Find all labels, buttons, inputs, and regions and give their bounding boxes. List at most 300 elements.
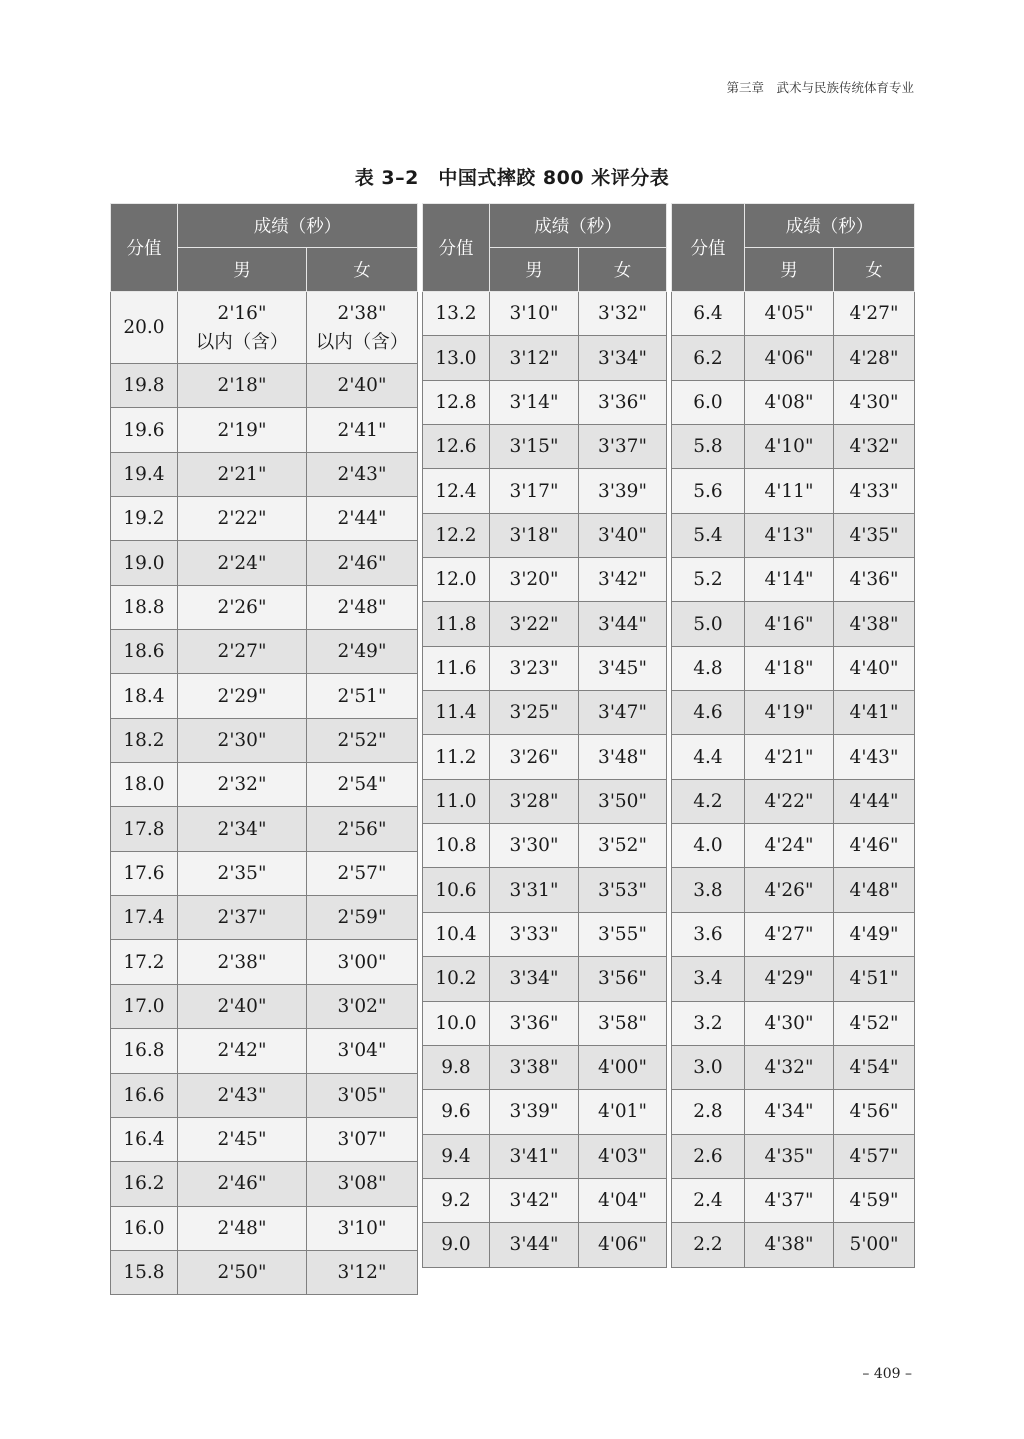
female-result-cell: [834, 469, 915, 513]
score-cell: 5.2: [672, 558, 745, 602]
male-result-text: 3'10": [509, 303, 559, 325]
female-result-text: 4'06": [598, 1234, 647, 1256]
female-result-cell: [834, 1178, 915, 1222]
female-result-cell: [579, 824, 667, 868]
female-result-cell: [579, 1223, 667, 1267]
male-result-text: 2'45": [217, 1129, 267, 1151]
male-result-text: 4'06": [764, 347, 814, 369]
male-result-cell: [178, 1162, 307, 1206]
female-result-text: 3'04": [337, 1040, 387, 1062]
score-cell: 3.6: [672, 912, 745, 956]
table-row: [423, 469, 667, 513]
female-result-text: 2'56": [337, 818, 387, 840]
male-result-text: 3'33": [509, 923, 559, 945]
female-result-cell: [579, 336, 667, 380]
male-result-cell: [745, 602, 834, 646]
table-body: [423, 292, 667, 1268]
male-result-cell: [178, 763, 307, 807]
male-result-text: 4'14": [764, 569, 814, 591]
male-result-text: 3'17": [509, 480, 559, 502]
male-result-text: 2'43": [217, 1084, 267, 1106]
female-result-text: 3'40": [598, 524, 647, 546]
table-row: [111, 940, 418, 984]
female-result-text: 3'36": [598, 391, 647, 413]
table-row: [672, 380, 915, 424]
male-result-text: 4'21": [764, 746, 814, 768]
male-result-cell: [178, 718, 307, 762]
male-result-text: 2'21": [217, 463, 267, 485]
male-result-cell: [178, 1250, 307, 1294]
female-result-text: 2'51": [337, 685, 387, 707]
female-result-cell: [307, 1162, 418, 1206]
female-result-cell: [307, 497, 418, 541]
table-row: [111, 984, 418, 1028]
table-row: [111, 497, 418, 541]
score-cell: 6.2: [672, 336, 745, 380]
score-cell: 17.2: [111, 940, 178, 984]
female-result-text: 3'32": [598, 303, 647, 325]
table-row: [672, 1001, 915, 1045]
male-result-cell: [178, 541, 307, 585]
score-cell: 19.6: [111, 408, 178, 452]
male-result-text: 2'38": [217, 951, 267, 973]
table-body: [111, 292, 418, 1295]
male-result-cell: [490, 425, 579, 469]
male-result-text: 3'12": [509, 347, 559, 369]
score-cell: 12.6: [423, 425, 490, 469]
score-cell: 18.4: [111, 674, 178, 718]
score-cell: 2.2: [672, 1223, 745, 1267]
male-result-cell: [178, 1029, 307, 1073]
table-row: [672, 336, 915, 380]
female-result-text: 3'05": [337, 1084, 387, 1106]
score-header: 分值: [672, 204, 745, 292]
score-cell: 4.8: [672, 646, 745, 690]
male-result-cell: [178, 1073, 307, 1117]
male-result-text: 3'34": [509, 968, 559, 990]
female-result-cell: [834, 779, 915, 823]
female-result-cell: [579, 957, 667, 1001]
table-row: [672, 735, 915, 779]
male-result-cell: [745, 1001, 834, 1045]
female-result-text: 2'48": [337, 596, 387, 618]
female-result-text: 4'01": [598, 1101, 647, 1123]
female-result-cell: [579, 691, 667, 735]
male-result-cell: [178, 851, 307, 895]
male-result-cell: [490, 1223, 579, 1267]
male-result-cell: [745, 336, 834, 380]
table-row: [672, 1045, 915, 1089]
score-cell: 17.8: [111, 807, 178, 851]
score-cell: 13.2: [423, 292, 490, 336]
female-result-text: 4'03": [598, 1145, 647, 1167]
male-result-text: 4'37": [764, 1190, 814, 1212]
table-row: [423, 336, 667, 380]
male-result-text: 3'28": [509, 790, 559, 812]
female-result-cell: [579, 868, 667, 912]
female-result-text: 2'38": [337, 302, 387, 324]
female-result-cell: [834, 1134, 915, 1178]
male-result-cell: [490, 1178, 579, 1222]
table-row: [111, 1073, 418, 1117]
female-result-cell: [834, 380, 915, 424]
female-result-text: 2'49": [337, 641, 387, 663]
female-result-text: 4'38": [849, 613, 899, 635]
male-result-text: 4'11": [764, 480, 814, 502]
female-result-text: 4'43": [849, 746, 899, 768]
score-cell: 2.6: [672, 1134, 745, 1178]
score-cell: 17.6: [111, 851, 178, 895]
score-cell: 9.0: [423, 1223, 490, 1267]
female-result-cell: [834, 646, 915, 690]
male-result-cell: [745, 1223, 834, 1267]
score-cell: 5.6: [672, 469, 745, 513]
table-row: [423, 1090, 667, 1134]
male-result-text: 2'22": [217, 508, 267, 530]
male-result-cell: [745, 513, 834, 557]
male-result-cell: [745, 735, 834, 779]
male-result-text: 4'26": [764, 879, 814, 901]
male-result-cell: [745, 1178, 834, 1222]
female-result-cell: [307, 408, 418, 452]
female-result-text: 3'55": [598, 923, 647, 945]
score-cell: 4.0: [672, 824, 745, 868]
female-header: 女: [307, 248, 418, 292]
score-cell: 2.4: [672, 1178, 745, 1222]
female-result-cell: [307, 674, 418, 718]
male-result-cell: [490, 1001, 579, 1045]
male-result-cell: [490, 513, 579, 557]
female-result-text: 4'59": [849, 1190, 899, 1212]
male-result-text: 3'41": [509, 1145, 559, 1167]
male-result-text: 2'48": [217, 1217, 267, 1239]
male-header: 男: [745, 248, 834, 292]
female-result-text: 4'56": [849, 1101, 899, 1123]
male-result-cell: [745, 292, 834, 336]
male-result-cell: [178, 408, 307, 452]
female-result-text: 3'44": [598, 613, 647, 635]
female-result-cell: [579, 380, 667, 424]
male-result-text: 4'18": [764, 657, 814, 679]
male-result-cell: [178, 1117, 307, 1161]
score-cell: 4.2: [672, 779, 745, 823]
female-result-text: 3'45": [598, 657, 647, 679]
female-result-cell: [834, 558, 915, 602]
female-result-text: 3'34": [598, 347, 647, 369]
score-cell: 11.4: [423, 691, 490, 735]
female-result-text: 4'35": [849, 524, 899, 546]
female-result-cell: [834, 513, 915, 557]
female-header: 女: [834, 248, 915, 292]
female-result-cell: [307, 585, 418, 629]
male-result-cell: [490, 735, 579, 779]
male-header: 男: [178, 248, 307, 292]
score-cell: 16.2: [111, 1162, 178, 1206]
female-result-text: 3'07": [337, 1129, 387, 1151]
table-body: [672, 292, 915, 1268]
score-cell: 17.4: [111, 896, 178, 940]
female-result-text: 3'08": [337, 1173, 387, 1195]
male-result-cell: [745, 912, 834, 956]
female-result-text: 4'30": [849, 391, 899, 413]
result-header: 成绩（秒）: [745, 204, 915, 248]
male-result-cell: [745, 824, 834, 868]
male-result-text: 4'27": [764, 923, 814, 945]
male-result-text: 3'38": [509, 1057, 559, 1079]
result-header: 成绩（秒）: [178, 204, 418, 248]
male-result-text: 2'34": [217, 818, 267, 840]
female-result-text: 2'52": [337, 729, 387, 751]
table-row: [423, 1134, 667, 1178]
table-row: [423, 425, 667, 469]
table-row: [111, 1206, 418, 1250]
table-row: [672, 1134, 915, 1178]
female-result-cell: [307, 1206, 418, 1250]
male-result-text: 4'30": [764, 1012, 814, 1034]
score-cell: 10.2: [423, 957, 490, 1001]
female-result-text: 3'00": [337, 951, 387, 973]
female-result-text: 4'44": [849, 790, 899, 812]
score-cell: 11.2: [423, 735, 490, 779]
male-result-cell: [178, 497, 307, 541]
female-result-text: 3'42": [598, 569, 647, 591]
table-row: [672, 425, 915, 469]
table-row: [423, 824, 667, 868]
female-result-text: 4'52": [849, 1012, 899, 1034]
table-row: [111, 718, 418, 762]
female-result-cell: [834, 824, 915, 868]
table-row: [111, 763, 418, 807]
score-cell: 18.2: [111, 718, 178, 762]
male-result-cell: [745, 691, 834, 735]
table-row: [672, 779, 915, 823]
table-row: [111, 1250, 418, 1294]
table-row: [672, 912, 915, 956]
male-result-cell: [490, 292, 579, 336]
female-result-text: 2'57": [337, 862, 387, 884]
male-result-cell: [178, 896, 307, 940]
table-row: [672, 646, 915, 690]
male-result-text: 3'14": [509, 391, 559, 413]
male-result-text: 2'29": [217, 685, 267, 707]
female-result-cell: [579, 912, 667, 956]
male-result-text: 2'35": [217, 862, 267, 884]
male-result-cell: [178, 940, 307, 984]
male-result-cell: [490, 868, 579, 912]
score-cell: 10.4: [423, 912, 490, 956]
female-result-cell: [307, 807, 418, 851]
female-result-cell: [307, 851, 418, 895]
male-result-cell: [490, 779, 579, 823]
female-result-text: 4'32": [849, 436, 899, 458]
score-cell: 3.8: [672, 868, 745, 912]
male-result-cell: [490, 1045, 579, 1089]
female-result-cell: [307, 364, 418, 408]
score-cell: 19.8: [111, 364, 178, 408]
female-result-text: 3'02": [337, 995, 387, 1017]
score-cell: 18.6: [111, 630, 178, 674]
table-row: [423, 602, 667, 646]
table-row: [111, 1162, 418, 1206]
female-result-cell: [834, 425, 915, 469]
male-result-cell: [178, 630, 307, 674]
score-cell: 10.6: [423, 868, 490, 912]
female-result-cell: [307, 630, 418, 674]
table-row: [423, 1001, 667, 1045]
female-result-cell: [834, 868, 915, 912]
male-result-text: 3'39": [509, 1101, 559, 1123]
score-cell: 16.4: [111, 1117, 178, 1161]
male-result-text: 4'29": [764, 968, 814, 990]
score-cell: 17.0: [111, 984, 178, 1028]
score-cell: 12.2: [423, 513, 490, 557]
table-row: [423, 558, 667, 602]
male-result-text: 3'42": [509, 1190, 559, 1212]
female-result-text: 4'48": [849, 879, 899, 901]
score-table-1: [110, 203, 418, 1295]
female-result-cell: [579, 513, 667, 557]
table-row: [423, 1045, 667, 1089]
male-result-cell: [490, 646, 579, 690]
female-result-text: 3'12": [337, 1262, 387, 1284]
male-result-text: 2'37": [217, 907, 267, 929]
female-result-cell: [307, 292, 418, 364]
male-result-text: 4'34": [764, 1101, 814, 1123]
male-result-text: 4'19": [764, 702, 814, 724]
table-row: [672, 292, 915, 336]
female-result-text: 4'27": [849, 303, 899, 325]
female-result-text: 4'40": [849, 657, 899, 679]
table-row: [423, 513, 667, 557]
female-result-text: 2'59": [337, 907, 387, 929]
score-cell: 3.0: [672, 1045, 745, 1089]
female-result-text: 3'47": [598, 702, 647, 724]
male-result-text: 3'36": [509, 1012, 559, 1034]
male-result-text: 以内（含）: [195, 331, 289, 353]
score-header: 分值: [111, 204, 178, 292]
table-row: [672, 691, 915, 735]
female-result-cell: [579, 1045, 667, 1089]
table-row: [672, 558, 915, 602]
female-result-cell: [307, 1117, 418, 1161]
male-result-cell: [490, 912, 579, 956]
score-cell: 16.8: [111, 1029, 178, 1073]
score-cell: 4.4: [672, 735, 745, 779]
male-header: 男: [490, 248, 579, 292]
table-row: [111, 1029, 418, 1073]
table-row: [111, 292, 418, 364]
table-row: [672, 1223, 915, 1267]
score-cell: 10.0: [423, 1001, 490, 1045]
female-result-text: 3'58": [598, 1012, 647, 1034]
score-cell: 6.4: [672, 292, 745, 336]
male-result-text: 2'50": [217, 1262, 267, 1284]
female-result-cell: [579, 1001, 667, 1045]
table-row: [423, 646, 667, 690]
male-result-text: 2'42": [217, 1040, 267, 1062]
female-result-cell: [307, 718, 418, 762]
female-result-cell: [834, 292, 915, 336]
table-row: [423, 735, 667, 779]
female-result-text: 4'49": [849, 923, 899, 945]
female-result-cell: [834, 336, 915, 380]
score-cell: 5.0: [672, 602, 745, 646]
score-cell: 11.0: [423, 779, 490, 823]
female-result-cell: [834, 602, 915, 646]
male-result-cell: [178, 585, 307, 629]
female-result-text: 3'48": [598, 746, 647, 768]
score-cell: 13.0: [423, 336, 490, 380]
male-result-text: 4'35": [764, 1145, 814, 1167]
female-result-text: 4'51": [849, 968, 899, 990]
male-result-text: 4'38": [764, 1234, 814, 1256]
table-row: [423, 912, 667, 956]
male-result-cell: [745, 1090, 834, 1134]
female-result-text: 3'56": [598, 968, 647, 990]
female-result-cell: [307, 452, 418, 496]
female-result-text: 3'10": [337, 1217, 387, 1239]
table-row: [672, 868, 915, 912]
female-header: 女: [579, 248, 667, 292]
female-result-cell: [579, 1134, 667, 1178]
table-row: [111, 896, 418, 940]
male-result-text: 2'16": [217, 302, 267, 324]
male-result-cell: [745, 1134, 834, 1178]
female-result-cell: [579, 646, 667, 690]
male-result-text: 4'10": [764, 436, 814, 458]
male-result-text: 4'08": [764, 391, 814, 413]
male-result-cell: [490, 469, 579, 513]
female-result-cell: [579, 469, 667, 513]
female-result-cell: [307, 940, 418, 984]
female-result-text: 5'00": [849, 1234, 899, 1256]
female-result-text: 3'53": [598, 879, 647, 901]
male-result-cell: [745, 646, 834, 690]
male-result-text: 4'24": [764, 835, 814, 857]
score-cell: 18.8: [111, 585, 178, 629]
score-cell: 19.4: [111, 452, 178, 496]
table-row: [111, 674, 418, 718]
female-result-text: 3'52": [598, 835, 647, 857]
female-result-text: 2'44": [337, 508, 387, 530]
male-result-text: 4'16": [764, 613, 814, 635]
table-row: [111, 630, 418, 674]
male-result-cell: [178, 984, 307, 1028]
table-row: [672, 1090, 915, 1134]
female-result-cell: [307, 763, 418, 807]
male-result-cell: [490, 380, 579, 424]
score-cell: 16.0: [111, 1206, 178, 1250]
female-result-cell: [579, 735, 667, 779]
female-result-cell: [834, 691, 915, 735]
female-result-text: 4'46": [849, 835, 899, 857]
male-result-cell: [490, 691, 579, 735]
male-result-text: 2'18": [217, 375, 267, 397]
table-row: [423, 1223, 667, 1267]
male-result-cell: [490, 558, 579, 602]
male-result-text: 2'46": [217, 1173, 267, 1195]
male-result-cell: [745, 469, 834, 513]
female-result-text: 2'54": [337, 774, 387, 796]
female-result-text: 2'40": [337, 375, 387, 397]
table-row: [111, 807, 418, 851]
male-result-cell: [745, 957, 834, 1001]
male-result-text: 2'32": [217, 774, 267, 796]
table-row: [111, 1117, 418, 1161]
male-result-cell: [745, 868, 834, 912]
male-result-cell: [178, 452, 307, 496]
male-result-cell: [745, 425, 834, 469]
